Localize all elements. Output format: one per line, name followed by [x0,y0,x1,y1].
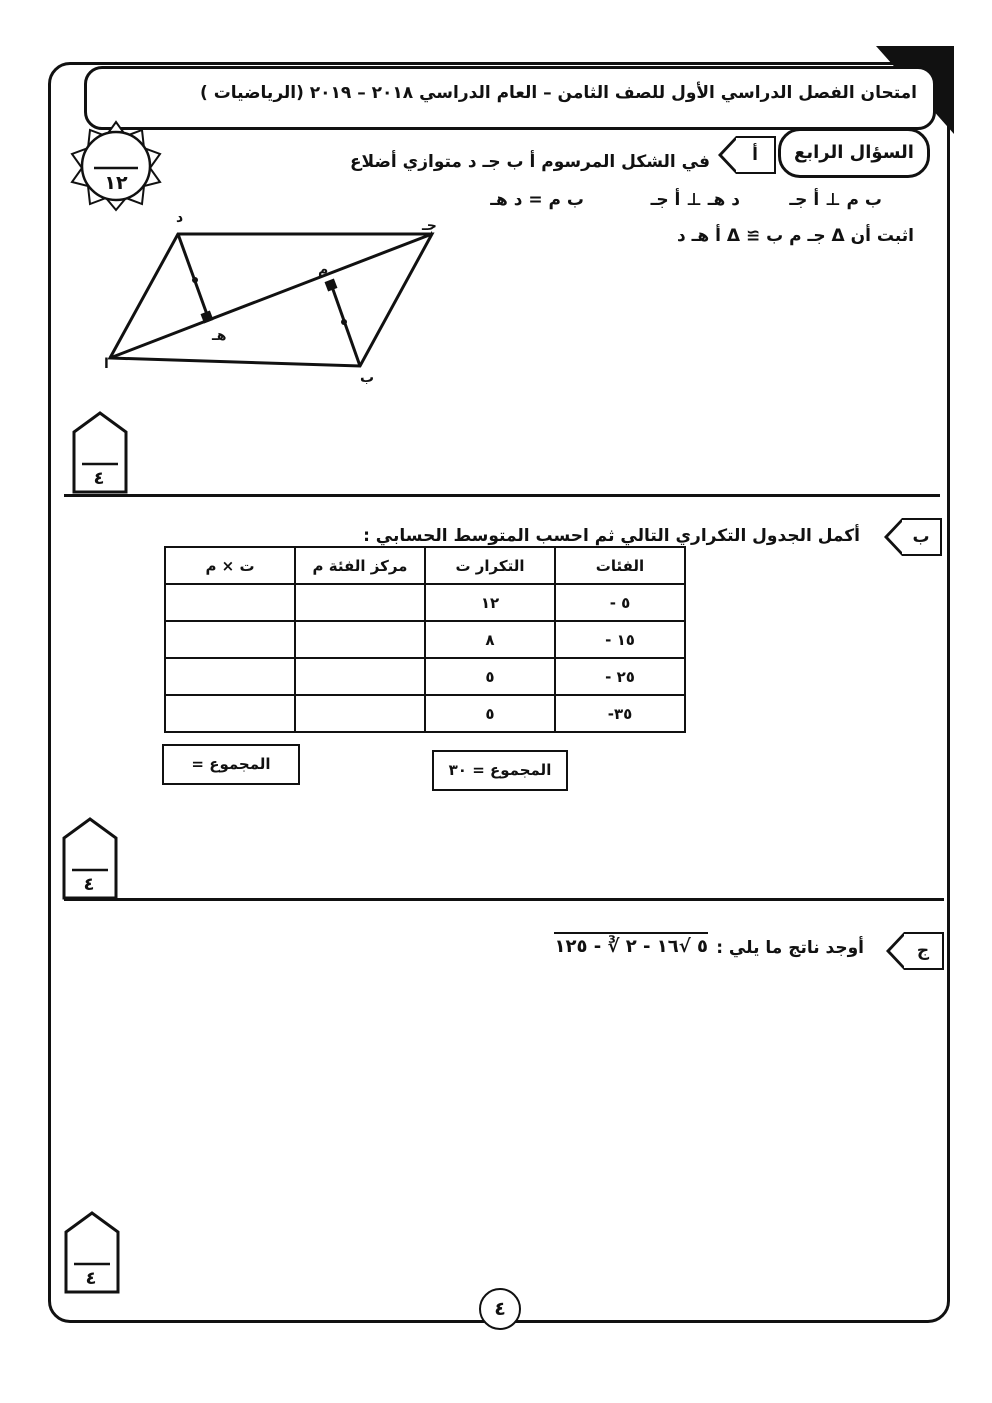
exam-title: امتحان الفصل الدراسي الأول للصف الثامن – العام الدراسي ٢٠١٨ – ٢٠١٩ (الرياضيات ) [200,83,917,103]
table-row [165,658,685,695]
label-point-m: م [318,262,329,278]
cell-class: ١٥ - [555,621,685,658]
part-b-tab: ب [902,518,942,556]
cell-class: ٣٥- [555,695,685,732]
given-dh-perp: د هـ ⊥ أ جـ [650,190,740,210]
frequency-table [164,546,686,733]
question-label: السؤال الرابع [778,128,930,178]
cell-frequency: ١٢ [425,584,555,621]
part-b-statement: أكمل الجدول التكراري التالي ثم احسب المتوسط الحسابي : [363,526,860,546]
cell-product[interactable] [165,584,295,621]
given-bm-perp: ب م ⊥ أ جـ [789,190,882,210]
section-divider-2 [64,898,944,901]
cell-frequency: ٨ [425,621,555,658]
part-a-score: ٤ [93,468,105,489]
header-product: ت × م [165,547,295,584]
part-a-score-box [70,410,128,494]
cell-midpoint[interactable] [295,584,425,621]
cell-product[interactable] [165,621,295,658]
cell-midpoint[interactable] [295,695,425,732]
label-point-h: هـ [212,328,227,344]
header-classes: الفئات [555,547,685,584]
sun-badge-icon [70,120,162,212]
table-header-row [165,547,685,584]
header-midpoint: مركز الفئة م [295,547,425,584]
page-number: ٤ [479,1288,521,1330]
cell-class: ٢٥ - [555,658,685,695]
table-row [165,621,685,658]
header-frequency: التكرار ت [425,547,555,584]
sum-product-cell[interactable]: المجموع = [162,744,300,785]
total-score-value: ١٢ [104,172,128,194]
part-c-statement: أوجد ناتج ما يلي : [716,938,864,958]
label-vertex-c: جـ [422,218,437,234]
parallelogram-figure [96,210,456,390]
label-vertex-a: ا [104,356,109,372]
part-c-tab: ج [904,932,944,970]
label-vertex-b: ب [360,370,375,386]
total-score-badge [70,120,162,212]
label-vertex-d: د [176,210,184,226]
sum-frequency-cell: المجموع = ٣٠ [432,750,568,791]
part-a-prove: اثبت أن Δ جـ م ب ≅ Δ أ هـ د [676,226,914,246]
part-b-score-box [60,816,118,900]
cell-midpoint[interactable] [295,621,425,658]
part-a-statement: في الشكل المرسوم أ ب جـ د متوازي أضلاع [349,152,710,172]
given-bm-eq-dh: ب م = د هـ [490,190,584,210]
section-divider-1 [64,494,940,497]
part-c-expression: ٥ √١٦ - ٢ ∛ - ١٢٥ [554,932,708,957]
cell-class: ٥ - [555,584,685,621]
cell-product[interactable] [165,658,295,695]
part-c-score: ٤ [85,1268,97,1289]
part-b-score: ٤ [83,874,95,895]
part-a-tab: أ [736,136,776,174]
cell-frequency: ٥ [425,658,555,695]
cell-midpoint[interactable] [295,658,425,695]
table-row [165,584,685,621]
exam-header [84,66,936,130]
table-row [165,695,685,732]
part-c-score-box [62,1210,120,1294]
cell-product[interactable] [165,695,295,732]
cell-frequency: ٥ [425,695,555,732]
